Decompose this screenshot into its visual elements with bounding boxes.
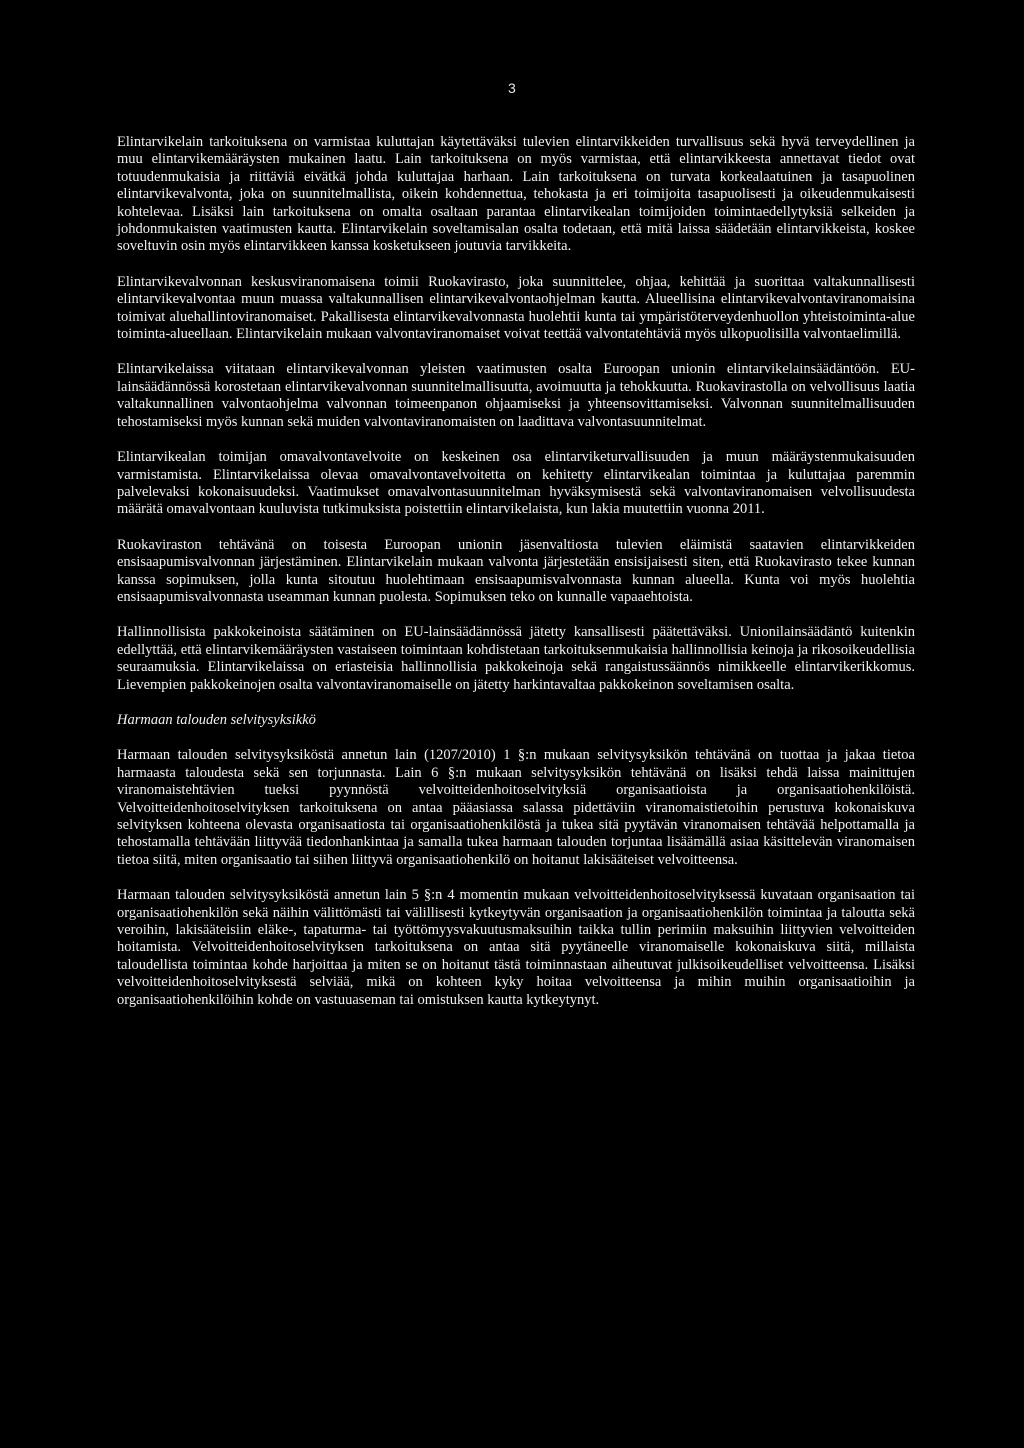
section-heading: Harmaan talouden selvitysyksikkö bbox=[117, 711, 316, 728]
paragraph-central-authority: Elintarvikevalvonnan keskusviranomaisena toimii Ruokavirasto, joka suunnittelee, ohjaa, kehittää ja suorittaa valtakunnallisesti elintarvikevalvontaa muun muassa valtakunnallisen elintarvikevalvontaohjelman kautta. Alueellisina elintarvikevalvontaviranomaisina toimivat aluehallintoviranomaiset. Pakallisesta elintarvikevalvonnasta huolehtii kunta tai ympäristöterveydenhuollon yhteistoiminta-alue toiminta-alueellaan. Elintarvikelain mukaan valvontaviranomaiset voivat teettää valvontatehtäviä myös ulkopuolisilla valvontaelimillä. bbox=[117, 273, 915, 343]
paragraph-own-check: Elintarvikealan toimijan omavalvontavelvoite on keskeinen osa elintarviketurvallisuuden ja muun määräystenmukaisuuden varmistamista. Elintarvikelaissa olevaa omavalvontavelvoitetta on kehitetty elintarvikealan toimintaa ja kuluttajaa paremmin palvelevaksi kokonaisuudeksi. Vaatimukset omavalvontasuunnitelman hyväksymisestä sekä valvontaviranomaisen velvollisuudesta määrätä omavalvontaan kuuluvista tutkimuksista poistettiin elintarvikelaista, kun lakia muutettiin vuonna 2011. bbox=[117, 449, 915, 518]
paragraph-coercive-measures: Hallinnollisista pakkokeinoista säätäminen on EU-lainsäädännössä jätetty kansallisesti päätettäväksi. Unionilainsäädäntö kuitenkin edellyttää, että elintarvikemääräysten vastaiseen toimintaan kohdistetaan tarkoituksenmukaisia hallinnollisia keinoja ja rikosoikeudellisia seuraamuksia. Elintarvikelaissa on eriasteisia hallinnollisia pakkokeinoja sekä rangaistussäännös nimikkeelle elintarvikerikkomus. Lievempien pakkokeinojen osalta valvontaviranomaiselle on jätetty harkintavaltaa pakkokeinon soveltamisen osalta. bbox=[117, 624, 915, 693]
document-body bbox=[117, 134, 915, 1027]
paragraph-grey-economy-unit: Harmaan talouden selvitysyksiköstä annetun lain (1207/2010) 1 §:n mukaan selvitysyksikön tehtävänä on tuottaa ja jakaa tietoa harmaasta taloudesta sekä sen torjunnasta. Lain 6 §:n mukaan selvitysyksikön tehtävänä on lisäksi tehdä laissa mainittujen viranomaistehtävien tueksi pyynnöstä velvoitteidenhoitoselvityksiä organisaatioista ja organisaatiohenkilöistä. Velvoitteidenhoitoselvityksen tarkoituksena on antaa pääasiassa salassa pidettäviin viranomaistietoihin perustuva kokonaiskuva selvityksen kohteena olevasta organisaatiosta tai organisaatiohenkilöstä ja tukea sitä pyytävän viranomaisen tehtävää helpottamalla ja tehostamalla tehtävään liittyvää tiedonhankintaa ja samalla tukea harmaan talouden torjuntaa lisäämällä asiaa käsittelevän viranomaisen tietoa siitä, miten organisaatio tai siihen liittyvä organisaatiohenkilö on hoitanut lakisääteiset velvoitteensa. bbox=[117, 747, 915, 868]
paragraph-first-arrival-control: Ruokaviraston tehtävänä on toisesta Euroopan unionin jäsenvaltiosta tulevien eläimistä saatavien elintarvikkeiden ensisaapumisvalvonnan järjestäminen. Elintarvikelain mukaan valvonta järjestetään ensisijaisesti siten, että Ruokavirasto tekee kunnan kanssa sopimuksen, jolla kunta sitoutuu huolehtimaan ensisaapumisvalvonnasta kunnan alueella. Kunta voi myös huolehtia ensisaapumisvalvonnasta useamman kunnan puolesta. Sopimuksen teko on kunnalle vapaaehtoista. bbox=[117, 536, 915, 605]
page-number: 3 bbox=[508, 80, 516, 96]
paragraph-eu-legislation: Elintarvikelaissa viitataan elintarvikevalvonnan yleisten vaatimusten osalta Euroopan unionin elintarvikelainsäädäntöön. EU-lainsäädännössä korostetaan elintarvikevalvonnan suunnitelmallisuutta, avoimuutta ja tehokkuutta. Ruokavirastolla on velvollisuus laatia valtakunnallinen valvontaohjelma valvonnan toimeenpanon ohjaamiseksi ja yhteensovittamiseksi. Valvonnan suunnitelmallisuuden tehostamiseksi myös kunnan sekä muiden valvontaviranomaisten on laadittava valvontasuunnitelmat. bbox=[117, 361, 915, 430]
paragraph-obligation-report: Harmaan talouden selvitysyksiköstä annetun lain 5 §:n 4 momentin mukaan velvoitteidenhoitoselvityksessä kuvataan organisaation tai organisaatiohenkilön sekä näihin välittömästi tai välillisesti kytkeytyvän organisaation ja organisaatiohenkilön toimintaa ja taloutta sekä veroihin, lakisääteisiin eläke-, tapaturma- tai työttömyysvakuutusmaksuihin taikka tullin perimiin maksuihin liittyvien velvoitteiden hoitamista. Velvoitteidenhoitoselvityksen tarkoituksena on antaa sitä pyytäneelle viranomaiselle kokonaiskuva siitä, millaista taloudellista toimintaa kohde harjoittaa ja miten se on hoitanut tästä toiminnastaan aiheutuvat julkisoikeudelliset velvoitteensa. Lisäksi velvoitteidenhoitoselvityksestä selviää, mikä on kohteen kyky hoitaa velvoitteensa ja mihin muihin organisaatioihin ja organisaatiohenkilöihin kohde on vastuuaseman tai omistuksen kautta kytkeytynyt. bbox=[117, 887, 915, 1008]
paragraph-food-act-purpose: Elintarvikelain tarkoituksena on varmistaa kuluttajan käytettäväksi tulevien elintarvikkeiden turvallisuus sekä hyvä terveydellinen ja muu elintarvikemääräysten mukainen laatu. Lain tarkoituksena on myös varmistaa, että elintarvikkeesta annettavat tiedot ovat totuudenmukaisia ja riittäviä eivätkä johda kuluttajaa harhaan. Lain tarkoituksena on turvata korkealaatuinen ja tasapuolinen elintarvikevalvonta, joka on suunnitelmallista, oikein kohdennettua, tehokasta ja eri toimijoita tasapuolisesti ja oikeudenmukaisesti kohtelevaa. Lisäksi lain tarkoituksena on omalta osaltaan parantaa elintarvikealan toimijoiden toimintaedellytyksiä selkeiden ja johdonmukaisten vaatimusten kautta. Elintarvikelain soveltamisalan osalta todetaan, että mitä laissa säädetään elintarvikkeista, koskee soveltuvin osin myös elintarvikkeen kanssa kosketukseen joutuvia tarvikkeita. bbox=[117, 134, 915, 255]
